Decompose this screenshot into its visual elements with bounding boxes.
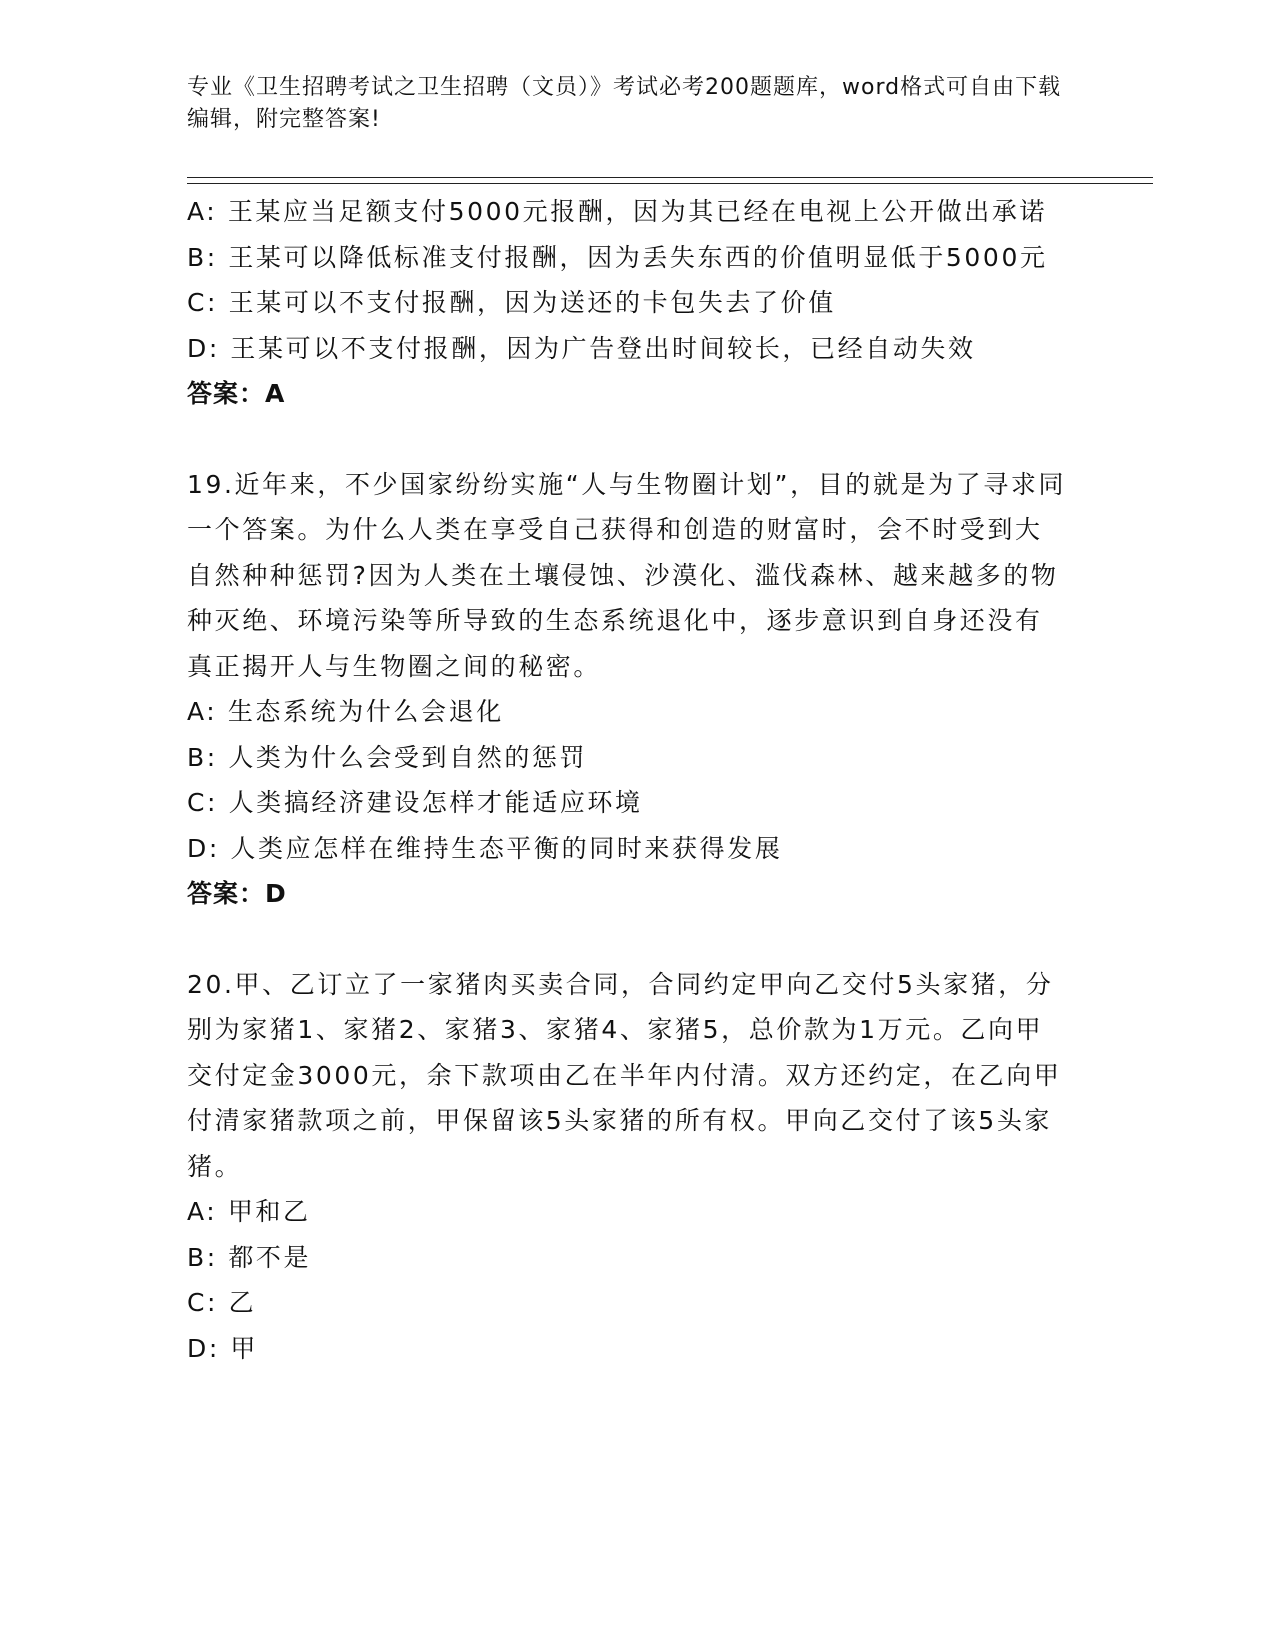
question-20-option-a: A: 甲和乙 [187,1197,311,1226]
spacer [187,917,1067,962]
question-18-option-b: B: 王某可以降低标准支付报酬，因为丢失东西的价值明显低于5000元 [187,242,1048,272]
header-divider-bottom [187,183,1153,184]
question-18-option-a: A: 王某应当足额支付5000元报酬，因为其已经在电视上公开做出承诺 [187,197,1048,226]
question-20-option-d: D: 甲 [187,1333,259,1363]
question-19-answer: 答案：D [187,879,287,908]
question-19-stem: 19.近年来，不少国家纷纷实施“人与生物圈计划”，目的就是为了寻求同一个答案。为什么人类在享受自己获得和创造的财富时，会不时受到大自然种种惩罚?因为人类在土壤侵蚀、沙漠化、滥伐森林、越来越多的物种灭绝、环境污染等所导致的生态系统退化中，逐步意识到自身还没有真正揭开人与生物圈之间的秘密。 [187,469,1067,681]
question-19-block [187,462,1067,917]
header-divider-top [187,177,1153,178]
document-header: 专业《卫生招聘考试之卫生招聘（文员）》考试必考200题题库，word格式可自由下载编辑，附完整答案! [187,75,1062,132]
question-18-option-d: D: 王某可以不支付报酬，因为广告登出时间较长，已经自动失效 [187,333,976,363]
question-18-block [187,189,1067,417]
question-19-option-d: D: 人类应怎样在维持生态平衡的同时来获得发展 [187,833,783,863]
document-body [187,189,1067,1371]
question-19-option-b: B: 人类为什么会受到自然的惩罚 [187,742,588,772]
spacer [187,417,1067,462]
question-20-option-c: C: 乙 [187,1288,257,1317]
question-19-option-a: A: 生态系统为什么会退化 [187,697,504,726]
question-20-option-b: B: 都不是 [187,1242,312,1272]
question-20-block [187,962,1067,1372]
question-19-option-c: C: 人类搞经济建设怎样才能适应环境 [187,788,643,817]
question-18-option-c: C: 王某可以不支付报酬，因为送还的卡包失去了价值 [187,288,836,317]
question-20-stem: 20.甲、乙订立了一家猪肉买卖合同，合同约定甲向乙交付5头家猪，分别为家猪1、家猪2、家猪3、家猪4、家猪5，总价款为1万元。乙向甲交付定金3000元，余下款项由乙在半年内付清。双方还约定，在乙向甲付清家猪款项之前，甲保留该5头家猪的所有权。甲向乙交付了该5头家猪。 [187,969,1062,1181]
question-18-answer: 答案：A [187,379,286,408]
